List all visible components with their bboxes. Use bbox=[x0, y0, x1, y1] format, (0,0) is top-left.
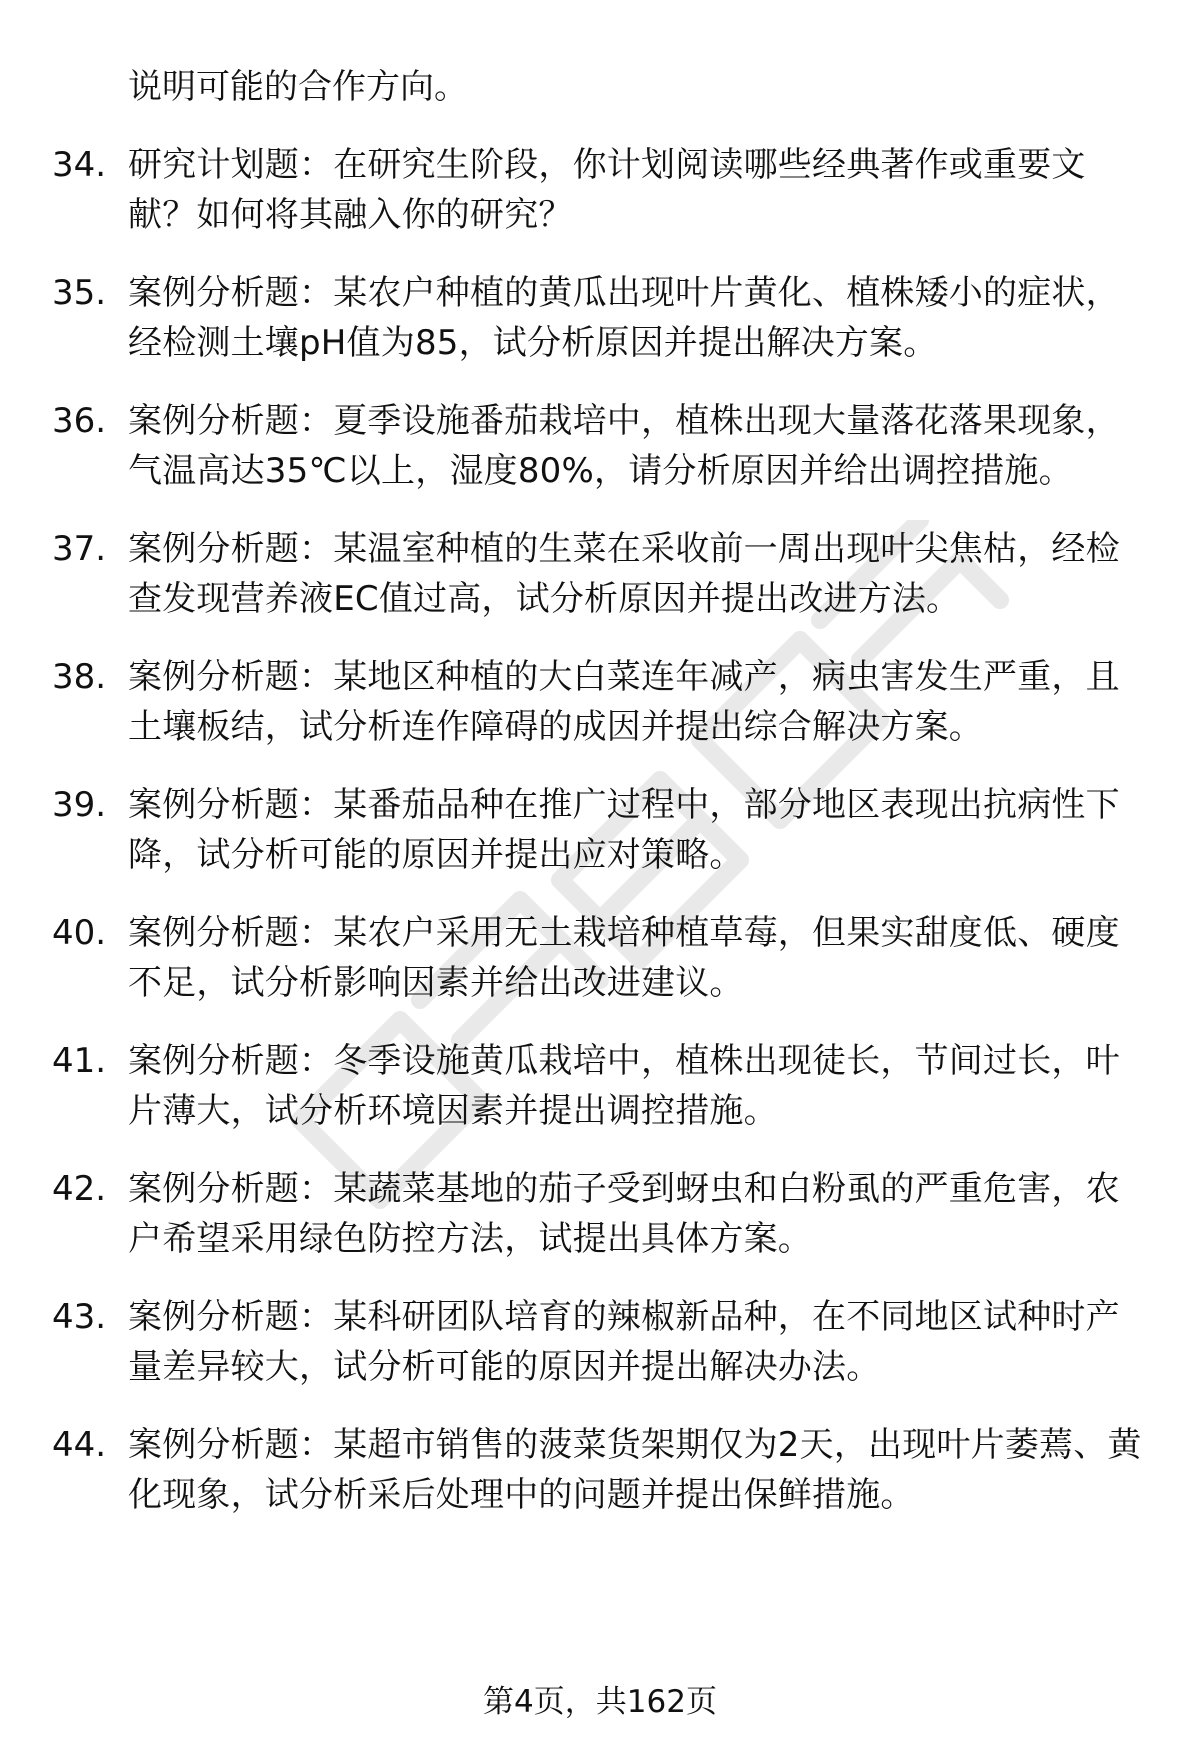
question-list bbox=[0, 140, 1200, 1548]
question-item bbox=[0, 524, 1200, 624]
question-number: 38. bbox=[52, 657, 107, 697]
question-number: 34. bbox=[52, 145, 107, 185]
page-footer: 第4页，共162页 bbox=[483, 1684, 717, 1720]
intro-text-line: 说明可能的合作方向。 bbox=[128, 67, 468, 107]
question-number: 40. bbox=[52, 913, 107, 953]
question-item bbox=[0, 268, 1200, 368]
question-text: 案例分析题：冬季设施黄瓜栽培中，植株出现徒长，节间过长，叶片薄大，试分析环境因素并提出调控措施。 bbox=[128, 1041, 1120, 1131]
question-text: 研究计划题：在研究生阶段，你计划阅读哪些经典著作或重要文献？如何将其融入你的研究？ bbox=[128, 145, 1086, 235]
question-item bbox=[0, 1420, 1200, 1520]
question-text: 案例分析题：某农户采用无土栽培种植草莓，但果实甜度低、硬度不足，试分析影响因素并给出改进建议。 bbox=[128, 913, 1120, 1003]
question-text: 案例分析题：某蔬菜基地的茄子受到蚜虫和白粉虱的严重危害，农户希望采用绿色防控方法，试提出具体方案。 bbox=[128, 1169, 1120, 1259]
question-text: 案例分析题：某农户种植的黄瓜出现叶片黄化、植株矮小的症状，经检测土壤pH值为85，试分析原因并提出解决方案。 bbox=[128, 273, 1120, 363]
question-text: 案例分析题：某温室种植的生菜在采收前一周出现叶尖焦枯，经检查发现营养液EC值过高，试分析原因并提出改进方法。 bbox=[128, 529, 1120, 619]
question-item bbox=[0, 396, 1200, 496]
question-item bbox=[0, 652, 1200, 752]
question-number: 42. bbox=[52, 1169, 107, 1209]
question-item bbox=[0, 1164, 1200, 1264]
question-number: 35. bbox=[52, 273, 107, 313]
question-number: 36. bbox=[52, 401, 107, 441]
question-text: 案例分析题：某科研团队培育的辣椒新品种，在不同地区试种时产量差异较大，试分析可能的原因并提出解决办法。 bbox=[128, 1297, 1120, 1387]
question-number: 41. bbox=[52, 1041, 107, 1081]
question-text: 案例分析题：某番茄品种在推广过程中，部分地区表现出抗病性下降，试分析可能的原因并提出应对策略。 bbox=[128, 785, 1120, 875]
question-text: 案例分析题：夏季设施番茄栽培中，植株出现大量落花落果现象，气温高达35℃以上，湿度80%，请分析原因并给出调控措施。 bbox=[128, 401, 1120, 491]
question-item bbox=[0, 780, 1200, 880]
question-number: 39. bbox=[52, 785, 107, 825]
question-item bbox=[0, 1036, 1200, 1136]
question-number: 44. bbox=[52, 1425, 107, 1465]
question-number: 43. bbox=[52, 1297, 107, 1337]
question-item bbox=[0, 1292, 1200, 1392]
question-item bbox=[0, 140, 1200, 240]
question-item bbox=[0, 908, 1200, 1008]
question-text: 案例分析题：某超市销售的菠菜货架期仅为2天，出现叶片萎蔫、黄化现象，试分析采后处理中的问题并提出保鲜措施。 bbox=[128, 1425, 1142, 1515]
question-text: 案例分析题：某地区种植的大白菜连年减产，病虫害发生严重，且土壤板结，试分析连作障碍的成因并提出综合解决方案。 bbox=[128, 657, 1120, 747]
question-number: 37. bbox=[52, 529, 107, 569]
